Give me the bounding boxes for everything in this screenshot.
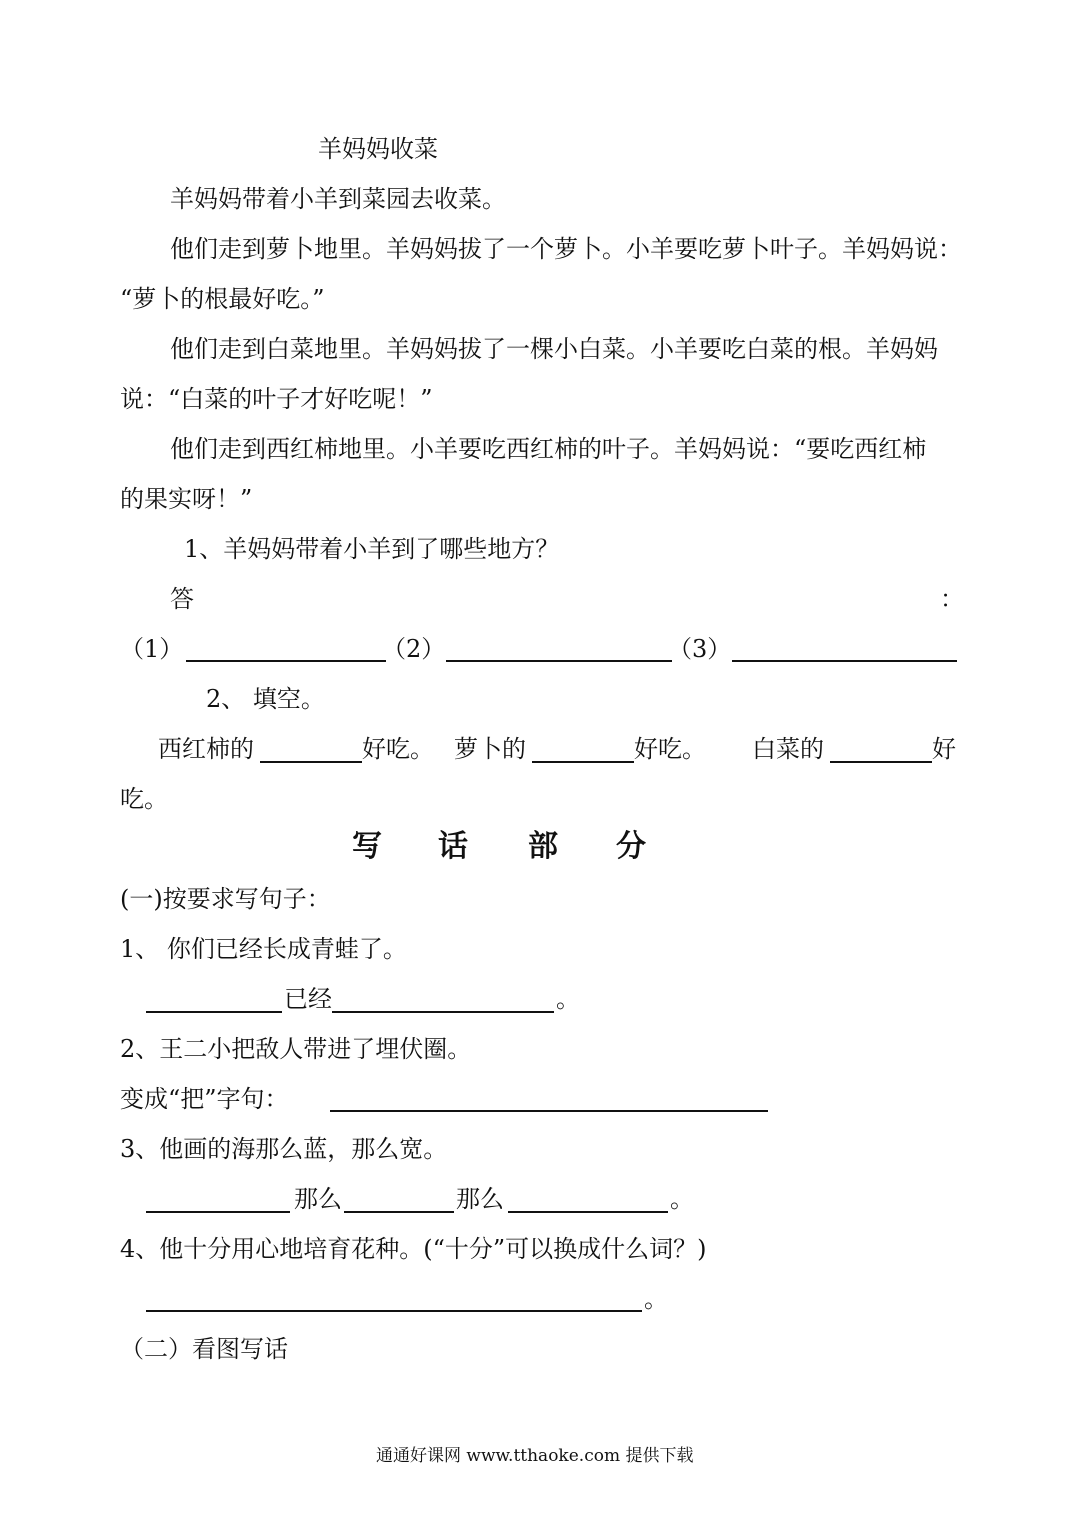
item-4: 4、他十分用心地培育花种。(“十分”可以换成什么词？) — [120, 1235, 707, 1263]
item-3-word-2: 那么 — [456, 1185, 504, 1213]
fill-text-7: 吃。 — [120, 785, 168, 813]
item-3-blank-3[interactable] — [508, 1211, 668, 1213]
paragraph-4-line-1: 他们走到西红柿地里。小羊要吃西红柿的叶子。羊妈妈说：“要吃西红柿 — [170, 435, 927, 463]
fill-text-6: 好 — [932, 735, 956, 763]
item-2-label: 变成“把”字句： — [120, 1085, 289, 1113]
part-1-title: (一)按要求写句子： — [120, 885, 331, 913]
paragraph-3-line-1: 他们走到白菜地里。羊妈妈拔了一棵小白菜。小羊要吃白菜的根。羊妈妈 — [170, 335, 938, 363]
item-3-blank-1[interactable] — [146, 1211, 290, 1213]
part-2-title: （二）看图写话 — [120, 1335, 288, 1363]
item-3-word-1: 那么 — [294, 1185, 342, 1213]
section-heading-char-4: 分 — [616, 829, 646, 864]
paragraph-2-line-2: “萝卜的根最好吃。” — [120, 285, 325, 313]
section-heading-char-2: 话 — [438, 829, 468, 864]
item-1-word: 已经 — [284, 985, 332, 1013]
answer-blank-2[interactable] — [446, 660, 672, 662]
answer-blank-3[interactable] — [732, 660, 957, 662]
answer-label: 答 — [170, 585, 194, 613]
item-3: 3、他画的海那么蓝，那么宽。 — [120, 1135, 448, 1163]
answer-colon: ： — [940, 585, 964, 613]
passage-title: 羊妈妈收菜 — [318, 135, 438, 163]
question-2: 2、 填空。 — [206, 685, 325, 713]
fill-blank-3[interactable] — [830, 761, 932, 763]
fill-text-3: 萝卜的 — [454, 735, 526, 763]
item-4-end: 。 — [644, 1285, 668, 1313]
item-2: 2、王二小把敌人带进了埋伏圈。 — [120, 1035, 472, 1063]
item-1: 1、 你们已经长成青蛙了。 — [120, 935, 407, 963]
fill-text-5: 白菜的 — [752, 735, 824, 763]
fill-text-1: 西红柿的 — [158, 735, 254, 763]
page-footer: 通通好课网 www.tthaoke.com 提供下载 — [376, 1446, 694, 1466]
paragraph-2-line-1: 他们走到萝卜地里。羊妈妈拔了一个萝卜。小羊要吃萝卜叶子。羊妈妈说： — [170, 235, 962, 263]
fill-blank-2[interactable] — [532, 761, 634, 763]
paragraph-3-line-2: 说：“白菜的叶子才好吃呢！” — [120, 385, 433, 413]
item-4-blank[interactable] — [146, 1310, 642, 1312]
paragraph-4-line-2: 的果实呀！” — [120, 485, 253, 513]
item-3-end: 。 — [670, 1185, 694, 1213]
section-heading-char-1: 写 — [352, 829, 382, 864]
item-1-blank-1[interactable] — [146, 1011, 282, 1013]
item-2-blank[interactable] — [330, 1110, 768, 1112]
item-1-blank-2[interactable] — [332, 1011, 554, 1013]
fill-text-2: 好吃。 — [362, 735, 434, 763]
question-1: 1、羊妈妈带着小羊到了哪些地方？ — [184, 535, 560, 563]
fill-text-4: 好吃。 — [634, 735, 706, 763]
blank-label-2: （2） — [382, 635, 446, 663]
item-1-end: 。 — [556, 985, 580, 1013]
paragraph-1: 羊妈妈带着小羊到菜园去收菜。 — [170, 185, 506, 213]
fill-blank-1[interactable] — [260, 761, 362, 763]
blank-label-3: （3） — [668, 635, 732, 663]
item-3-blank-2[interactable] — [344, 1211, 454, 1213]
blank-label-1: （1） — [120, 635, 184, 663]
section-heading-char-3: 部 — [528, 829, 558, 864]
answer-blank-1[interactable] — [186, 660, 386, 662]
